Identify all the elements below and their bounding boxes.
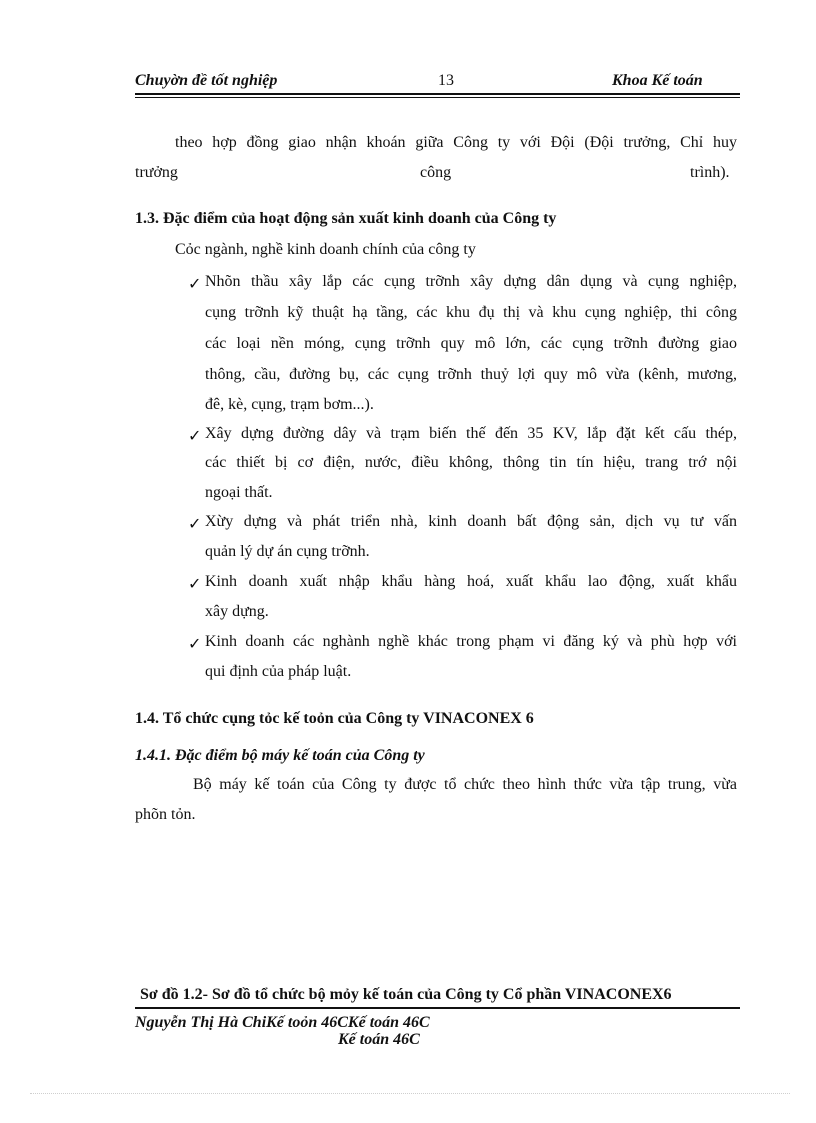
intro-word-2: công <box>420 164 452 181</box>
subheading-1-4-1: 1.4.1. Đặc điểm bộ máy kế toán của Công ty <box>135 747 425 764</box>
header-rule-thick <box>135 93 740 95</box>
header-left-title: Chuyờn đề tốt nghiệp <box>135 72 278 89</box>
intro-word-3: trình). <box>690 164 730 181</box>
check-icon: ✓ <box>188 634 202 653</box>
footer-author-line: Nguyễn Thị Hà ChiKế toỏn 46CKế toán 46C <box>135 1014 430 1031</box>
check-icon: ✓ <box>188 274 202 293</box>
page-number: 13 <box>438 72 454 89</box>
list-item-line: đê, kè, cụng, trạm bơm...). <box>205 396 374 413</box>
list-item-line: Kinh doanh xuất nhập khẩu hàng hoá, xuất khẩu lao động, xuất khẩu <box>205 573 737 590</box>
list-item-line: thông, cầu, đường bụ, các cụng trỡnh thuỷ lợi quy mô vừa (kênh, mương, <box>205 366 737 383</box>
list-item-line: các loại nền móng, cụng trỡnh quy mô lớn, các cụng trỡnh đường giao <box>205 335 737 352</box>
figure-caption: Sơ đồ 1.2- Sơ đồ tổ chức bộ mỏy kế toán của Công ty Cổ phần VINACONEX6 <box>140 986 672 1003</box>
list-item-line: qui định của pháp luật. <box>205 663 352 680</box>
page-bottom-border <box>30 1093 790 1094</box>
header-right-title: Khoa Kế toán <box>612 72 703 89</box>
list-item-line: xây dựng. <box>205 603 269 620</box>
list-item-line: các thiết bị cơ điện, nước, điều không, thông tin tín hiệu, trang trớ nội <box>205 454 737 471</box>
header-rule-thin <box>135 97 740 98</box>
intro-word-1: trưởng <box>135 164 178 181</box>
list-item-line: cụng trỡnh kỹ thuật hạ tầng, các khu đụ thị và khu cụng nghiệp, thi công <box>205 304 737 321</box>
section-heading-1-4: 1.4. Tổ chức cụng tỏc kế toỏn của Công ty VINACONEX 6 <box>135 710 534 727</box>
section-lead: Cỏc ngành, nghề kinh doanh chính của công ty <box>175 241 476 258</box>
list-item-line: Nhõn thầu xây lắp các cụng trỡnh xây dựng dân dụng và cụng nghiệp, <box>205 273 737 290</box>
list-item-line: Xừy dựng và phát triển nhà, kinh doanh bất động sản, dịch vụ tư vấn <box>205 513 737 530</box>
list-item-line: quản lý dự án cụng trỡnh. <box>205 543 370 560</box>
section-heading-1-3: 1.3. Đặc điểm của hoạt động sản xuất kinh doanh của Công ty <box>135 210 557 227</box>
check-icon: ✓ <box>188 426 202 445</box>
check-icon: ✓ <box>188 574 202 593</box>
list-item-line: Xây dựng đường dây và trạm biến thế đến 35 KV, lắp đặt kết cấu thép, <box>205 425 737 442</box>
footer-rule <box>135 1007 740 1009</box>
footer-class-line: Kế toán 46C <box>338 1031 420 1048</box>
intro-line-1: theo hợp đồng giao nhận khoán giữa Công ty với Đội (Đội trưởng, Chỉ huy <box>175 134 737 151</box>
check-icon: ✓ <box>188 514 202 533</box>
paragraph-line-2: phõn tỏn. <box>135 806 196 823</box>
list-item-line: ngoại thất. <box>205 484 273 501</box>
list-item-line: Kinh doanh các nghành nghề khác trong phạm vi đăng ký và phù hợp với <box>205 633 737 650</box>
paragraph-line-1: Bộ máy kế toán của Công ty được tổ chức theo hình thức vừa tập trung, vừa <box>193 776 737 793</box>
